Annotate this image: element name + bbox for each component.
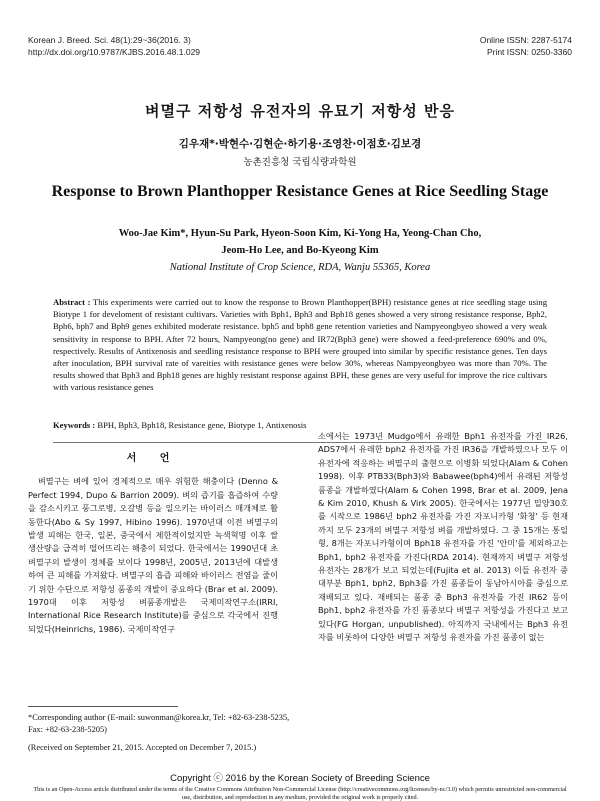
- left-paragraph: 벼멸구는 벼에 있어 경제적으로 매우 위험한 해충이다 (Denno & Perfect 1994, Dupo & Barrion 2009). 벼의 즙기를 흡즙하여 수량을 감소시키고 풍그로병, 오갈병 등을 일으키는 바이러스 매개체로 활동한다(Abo & Sy 1997, Hibino 1996). 1970년대 이전 벼멸구의 발생 피해는 한국, 일본, 중국에서 제한적이었지만 녹색혁명 이후 쌀 생산량을 급격히 떨어뜨리는 해충이 되었다. 한국에서는 1990년대 초 벼멸구의 발생이 정체를 보이다 1998년, 2005년, 2013년에 대발생하여 큰 피해를 가져왔다. 벼멸구의 흡즙 피해와 바이러스 전염을 줄이기 위한 수단으로 저항성 품종의 개발이 중요하다 (Brar et al. 2009). 1970대 이후 저항성 벼품종개발은 국제미작연구소(IRRI, International Rice Research Institute)를 중심으로 각국에서 진행되었다(Heinrichs, 1986). 국제미작연구: [28, 476, 278, 634]
- abstract-label: Abstract :: [53, 297, 91, 307]
- body-column-left: [28, 452, 278, 636]
- abstract-text: This experiments were carried out to know the response to Brown Planthopper(BPH) resistance genes at rice seedling stage using Biotype 1 for develoment of resistant cultivars. Varieties with Bph1, Bph3 and Bph18 genes showed a very strong resistance response, Bph2, Bph6, bph7 and Bph9 genes exhibited moderate resistance. bph5 and bph8 gene retention varieties and Nampyeongbyeo showed a very weak sensitivity in response to BPH. After 72 hours, Nampyeong(no gene) and IR72(Bph3 gene) were showed a feed-preference 690% and 0%, respectively. Results of Antixenosis and seedling resistance response to BPH were grouped into similar by specific resistance genes. Ten days after inoculation, BPH survival rate of vareities with resistance genes were below 30%, whereas Nampyeongbyeo was more than 70%. The results showed that Bph3 and Bph18 genes are highly resistant response against BPH, these genes are very useful for improve the rice cultivars with various resistance genes: [53, 297, 547, 393]
- korean-affiliation: 농촌진흥청 국립식량과학원: [243, 157, 357, 168]
- online-issn: Online ISSN: 2287-5174: [479, 35, 572, 45]
- english-affiliation: National Institute of Crop Science, RDA, Wanju 55365, Korea: [169, 262, 431, 273]
- license-text: This is an Open-Access article distributed under the terms of the Creative Commons Attribution Non-Commercial License (http://creativecommons.org/licenses/by-nc/3.0) which permits unrestricted non-commercial use, distribution, and reproduction in any medium, provided the original work is properly cited.: [33, 786, 567, 801]
- abstract: [53, 296, 547, 394]
- english-authors-line-2: Jeom-Ho Lee, and Bo-Kyeong Kim: [221, 245, 379, 256]
- doi-link[interactable]: http://dx.doi.org/10.9787/KJBS.2016.48.1.029: [28, 47, 201, 57]
- keywords: [53, 420, 547, 430]
- keywords-label: Keywords :: [53, 420, 96, 430]
- copyright: Copyright ⓒ 2016 by the Korean Society of Breeding Science: [170, 773, 430, 784]
- issn-header: [480, 34, 572, 58]
- right-paragraph: 소에서는 1973년 Mudgo에서 유래한 Bph1 유전자를 가진 IR26, ADS7에서 유래한 bph2 유전자를 가진 IR36을 개발하였으나 모두 이 유전자에 적응하는 벼멸구의 출현으로 이병화 되었다(Alam & Cohen 1998). 이후 PTB33(Bph3)와 Babawee(bph4)에서 유래된 저항성품종을 개발하였다(Alam & Cohen 1998, Brar et al. 2009, Jena & Kim 2010, Khush & Virk 2005). 한국에서는 1977년 밀양30호를 시작으로 1986년 bph2 유전자를 가진 자포니카형 '화청' 등 현재까지 모두 23개의 벼멸구 저항성 벼를 개발하였다. 그 중 15개는 통일형, 8개는 자포니카형이며 Bph18 유전자를 가진 '안미'를 제외하고는 Bph1, bph2 유전자를 가진다(RDA 2014). 현재까지 벼멸구 저항성 유전자는 28개가 보고 되었는데(Fujita et al. 2013) 이들 유전자 중 대부분 Bph1, bph2, Bph3를 가진 품종들이 동남아시아를 중심으로 재배되고 있다. 재배되는 품종 중 Bph3 유전자를 가진 IR62 등이 Bph1, bph2 유전자를 가진 품종보다 벼멸구 저항성을 가진다고 보고 있다(FG Horgan, unpublished). 아직까지 국내에서는 Bph3 유전자를 비롯하여 다양한 벼멸구 저항성 유전자를 가진 품종이 없는: [318, 431, 568, 643]
- journal-header: [28, 34, 200, 58]
- english-title: Response to Brown Planthopper Resistance Genes at Rice Seedling Stage: [51, 183, 549, 200]
- print-issn: Print ISSN: 0250-3360: [486, 47, 572, 57]
- section-title: 서 언: [126, 453, 180, 464]
- received-dates: (Received on September 21, 2015. Accepted on December 7, 2015.): [28, 743, 257, 752]
- english-authors-line-1: Woo-Jae Kim*, Hyun-Su Park, Hyeon-Soon Kim, Ki-Yong Ha, Yeong-Chan Cho,: [118, 228, 482, 239]
- english-authors: [0, 225, 600, 259]
- footnote-rule: [28, 706, 178, 707]
- journal-citation: Korean J. Breed. Sci. 48(1):29~36(2016. 3): [28, 35, 191, 45]
- body-column-right: [318, 430, 568, 645]
- korean-title: 벼멸구 저항성 유전자의 유묘기 저항성 반응: [145, 102, 455, 120]
- corresponding-author: *Corresponding author (E-mail: suwonman@korea.kr, Tel: +82-63-238-5235, Fax: +82-63-238-5205): [28, 713, 290, 734]
- korean-authors: 김우재*·박현수·김현순·하기용·조영찬·이점호·김보경: [178, 138, 422, 150]
- keywords-text: BPH, Bph3, Bph18, Resistance gene, Biotype 1, Antixenosis: [97, 420, 307, 430]
